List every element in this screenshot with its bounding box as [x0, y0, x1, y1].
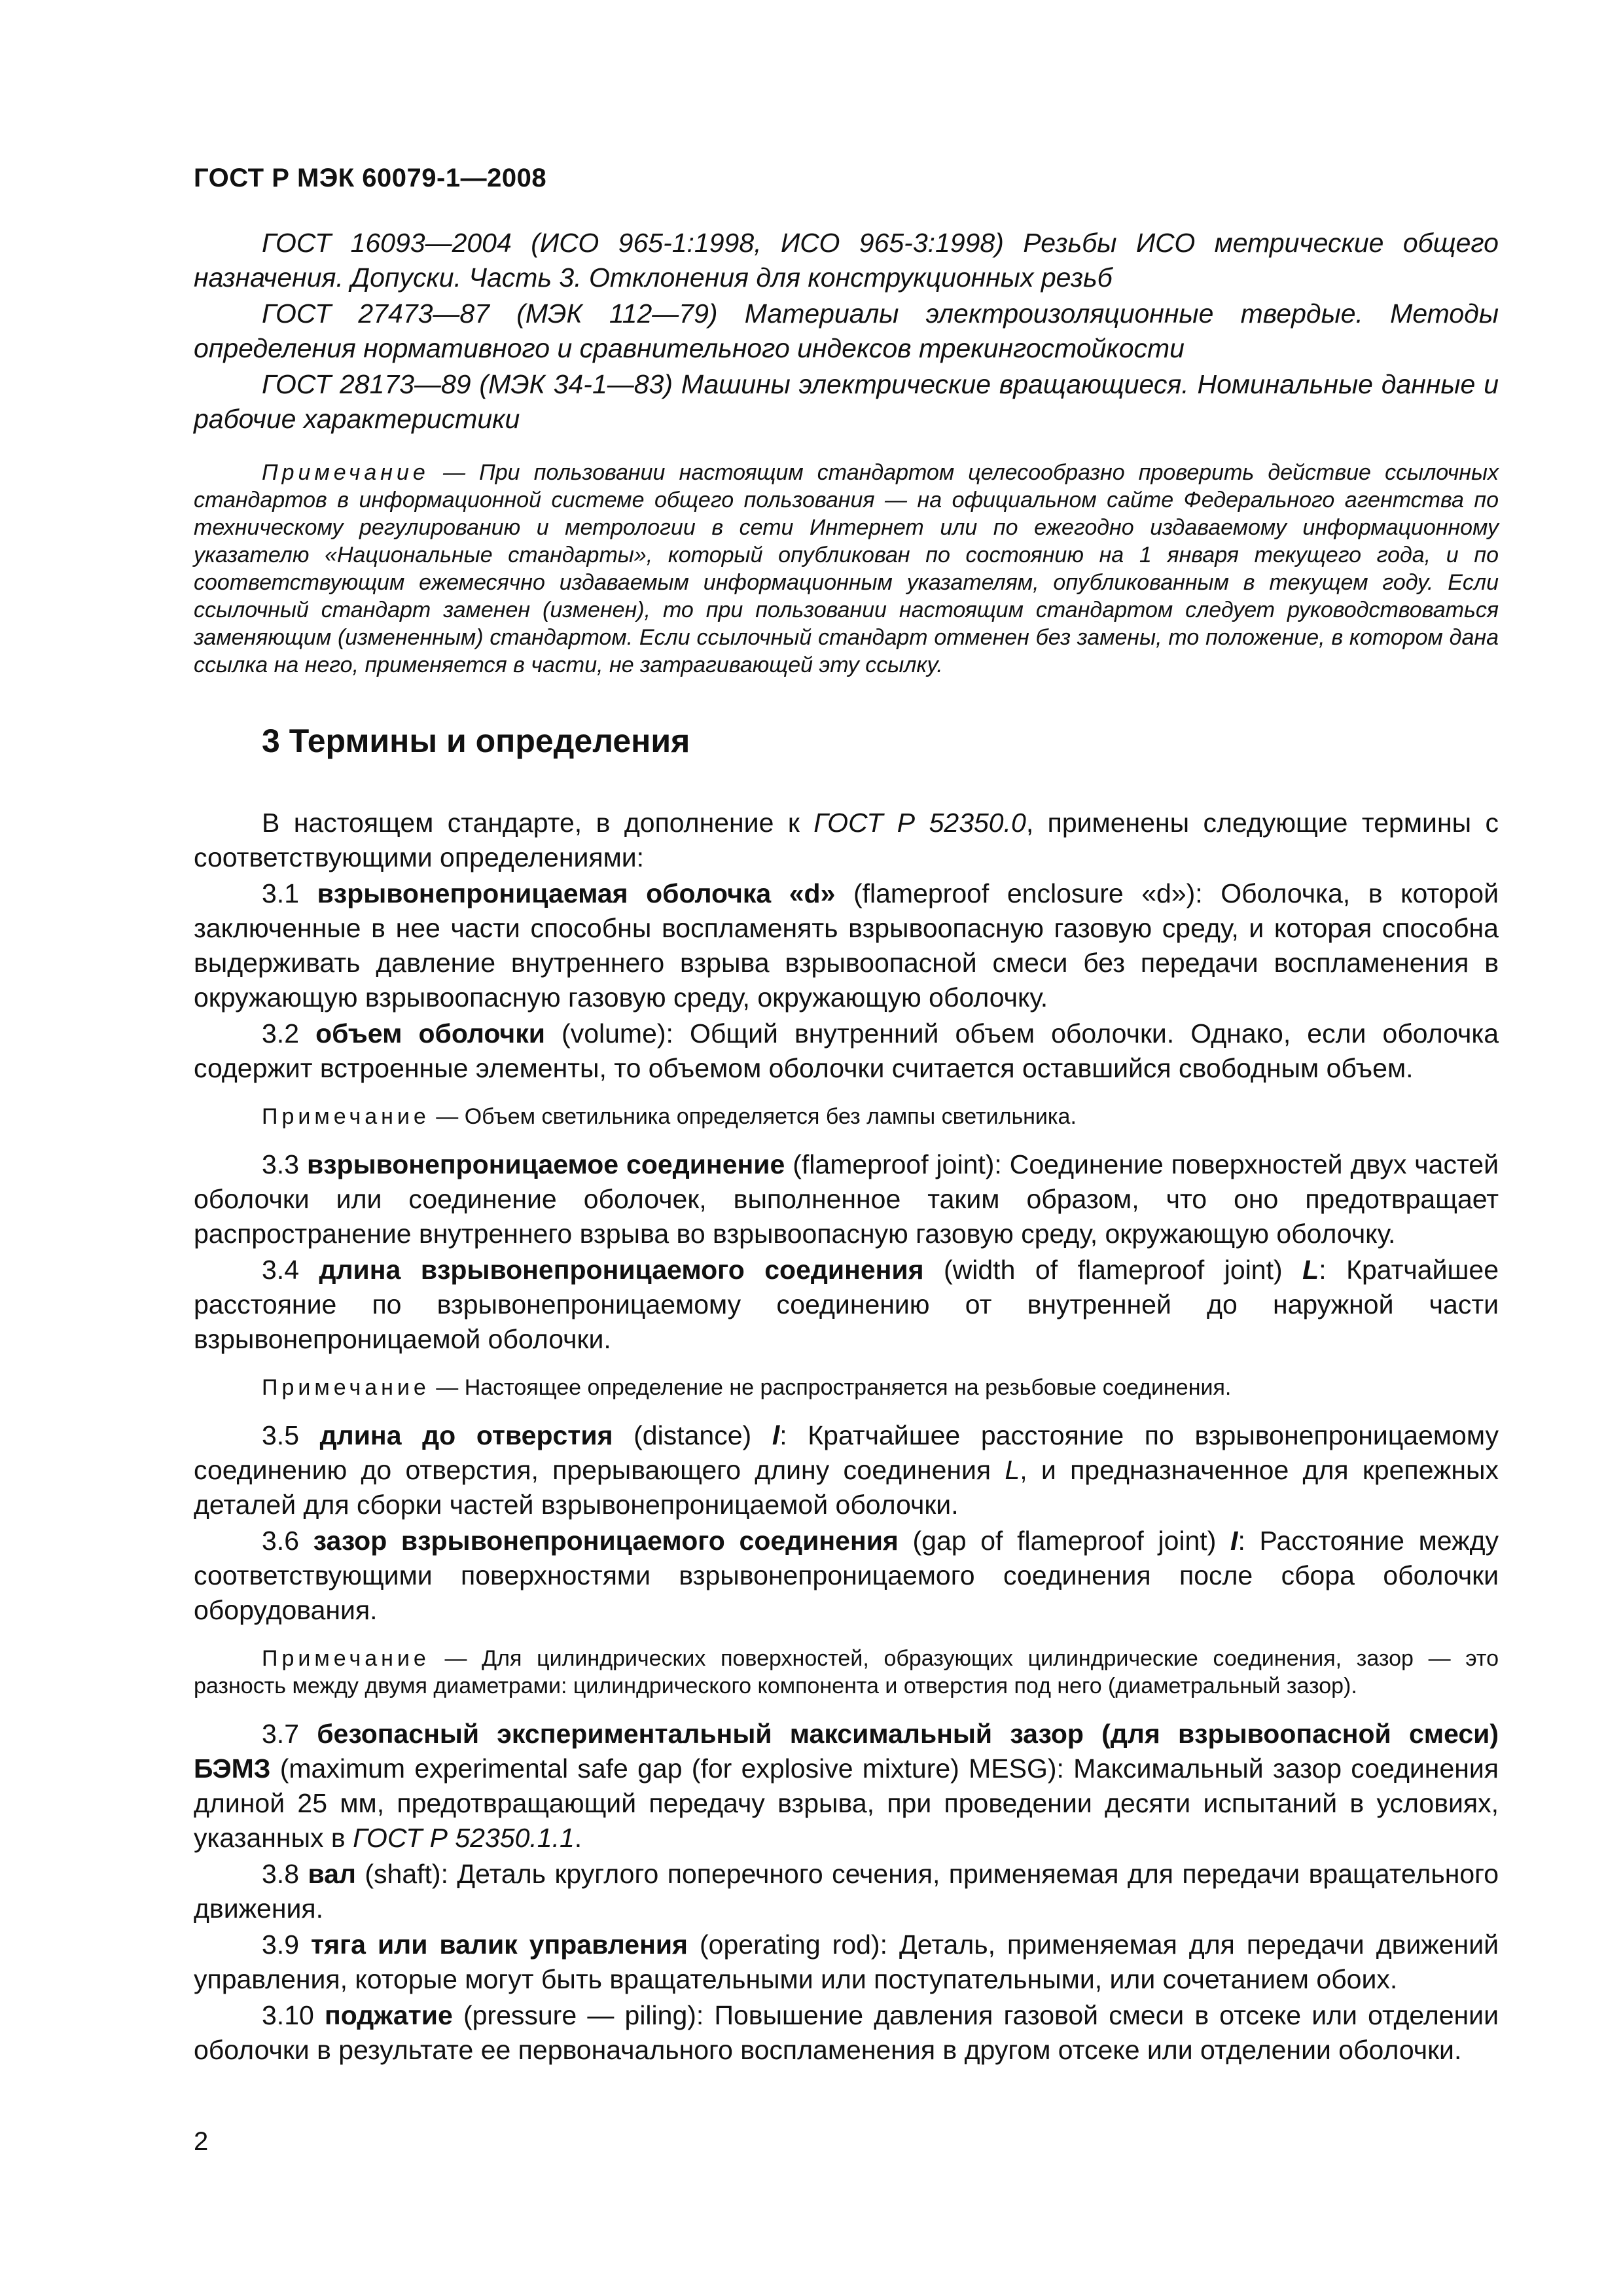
term-text: (flameproof enclosure «d»): Оболочка, в которой заключенные в нее части способны воспламенять взрывоопасную газовую среду, и которая способна выдерживать давление внутреннего взрыва взрывоопасной смеси без передачи воспламенения в окружающую взрывоопасную газовую среду, окружающую оболочку.: [194, 878, 1499, 1013]
section-intro: [194, 806, 1499, 875]
references-note: [194, 459, 1499, 679]
term-symbol: I: [1230, 1526, 1238, 1556]
term-definition: [194, 1418, 1499, 1522]
term-number: 3.1: [262, 878, 317, 908]
note-label: Примечание: [262, 1375, 430, 1400]
term-english: (gap of flameproof joint): [898, 1526, 1231, 1556]
note-label: Примечание: [262, 1646, 430, 1671]
term-text: , и предназначенное для крепежных деталей для сборки частей взрывонепроницаемой оболочки.: [194, 1455, 1499, 1520]
term-name: тяга или валик управления: [311, 1929, 688, 1960]
term-number: 3.5: [262, 1420, 320, 1450]
term-reference: ГОСТ Р 52350.1.1: [353, 1823, 575, 1853]
term-text: : Кратчайшее расстояние по взрывонепроницаемому соединению до отверстия, прерывающего длину соединения: [194, 1420, 1499, 1485]
term-name: взрывонепроницаемое соединение: [306, 1149, 785, 1179]
term-definition: [194, 1857, 1499, 1926]
term-definition: [194, 1524, 1499, 1628]
term-english: (width of flameproof joint): [923, 1255, 1303, 1285]
term-number: 3.3: [262, 1149, 307, 1179]
term-name: длина взрывонепроницаемого соединения: [319, 1255, 924, 1285]
term-definition: [194, 1928, 1499, 1997]
reference-entry: ГОСТ 28173—89 (МЭК 34-1—83) Машины электрические вращающиеся. Номинальные данные и рабочие характеристики: [194, 369, 1499, 434]
reference-entry: ГОСТ 16093—2004 (ИСО 965-1:1998, ИСО 965-3:1998) Резьбы ИСО метрические общего назначения. Допуски. Часть 3. Отклонения для конструкционных резьб: [194, 228, 1499, 293]
term-symbol: L: [1005, 1455, 1020, 1485]
intro-text: В настоящем стандарте, в дополнение к: [262, 808, 814, 838]
term-number: 3.2: [262, 1018, 316, 1049]
note-text: — Настоящее определение не распространяется на резьбовые соединения.: [429, 1375, 1232, 1400]
intro-reference: ГОСТ Р 52350.0: [813, 808, 1026, 838]
note-text: — Объем светильника определяется без лампы светильника.: [429, 1104, 1077, 1129]
term-name: длина до отверстия: [319, 1420, 613, 1450]
page-content: [194, 226, 1499, 2069]
section-title: 3 Термины и определения: [262, 723, 690, 759]
term-number: 3.7: [262, 1719, 317, 1749]
intro-text: , применены следующие термины с соответствующими определениями:: [194, 808, 1499, 872]
term-number: 3.6: [262, 1526, 313, 1556]
page-number: 2: [194, 2127, 209, 2156]
term-definition: [194, 1717, 1499, 1856]
term-text: (flameproof joint): Соединение поверхностей двух частей оболочки или соединение оболочек, выполненное таким образом, что оно предотвращает распространение внутреннего взрыва во взрывоопасную газовую среду, окружающую оболочку.: [194, 1149, 1499, 1249]
term-symbol: l: [772, 1420, 780, 1450]
term-number: 3.9: [262, 1929, 312, 1960]
term-definition: [194, 1253, 1499, 1357]
term-name: вал: [308, 1859, 356, 1889]
term-note: [194, 1103, 1499, 1130]
document-header: ГОСТ Р МЭК 60079-1—2008: [194, 164, 547, 192]
term-note: [194, 1645, 1499, 1700]
note-label: Примечание: [262, 1104, 430, 1129]
term-text: (operating rod): Деталь, применяемая для передачи движений управления, которые могут быть вращательными или поступательными, или сочетанием обоих.: [194, 1929, 1499, 1994]
note-label: Примечание: [262, 460, 429, 485]
term-name: зазор взрывонепроницаемого соединения: [313, 1526, 899, 1556]
term-definition: [194, 876, 1499, 1015]
note-text: — При пользовании настоящим стандартом целесообразно проверить действие ссылочных стандартов в информационной системе общего пользования — на официальном сайте Федерального агентства по техническому регулированию и метрологии в сети Интернет или по ежегодно издаваемому информационному указателю «Национальные стандарты», который опубликован по состоянию на 1 января текущего года, и по соответствующим ежемесячно издаваемым информационным указателям, опубликованным в текущем году. Если ссылочный стандарт заменен (изменен), то при пользовании настоящим стандартом следует руководствоваться заменяющим (измененным) стандартом. Если ссылочный стандарт отменен без замены, то положение, в котором дана ссылка на него, применяется в части, не затрагивающей эту ссылку.: [194, 460, 1499, 677]
term-number: 3.8: [262, 1859, 308, 1889]
term-definition: [194, 1016, 1499, 1086]
term-note: [194, 1374, 1499, 1401]
term-definition: [194, 1998, 1499, 2068]
term-name: безопасный экспериментальный максимальный зазор (для взрывоопасной смеси) БЭМЗ: [194, 1719, 1499, 1784]
term-symbol: L: [1302, 1255, 1319, 1285]
term-text: (volume): Общий внутренний объем оболочки. Однако, если оболочка содержит встроенные элементы, то объемом оболочки считается оставшийся свободным объем.: [194, 1018, 1499, 1083]
term-number: 3.10: [262, 2000, 325, 2030]
note-text: — Для цилиндрических поверхностей, образующих цилиндрические соединения, зазор — это разность между двумя диаметрами: цилиндрического компонента и отверстия под него (диаметральный зазор).: [194, 1646, 1499, 1698]
reference-entry: ГОСТ 27473—87 (МЭК 112—79) Материалы электроизоляционные твердые. Методы определения нормативного и сравнительного индексов трекингостойкости: [194, 298, 1499, 363]
term-name: поджатие: [325, 2000, 453, 2030]
term-text: (pressure — piling): Повышение давления газовой смеси в отсеке или отделении оболочки в результате ее первоначального воспламенения в другом отсеке или отделении оболочки.: [194, 2000, 1499, 2065]
term-text: .: [574, 1823, 582, 1853]
term-text: (maximum experimental safe gap (for explosive mixture) MESG): Максимальный зазор соединения длиной 25 мм, предотвращающий передачу взрыва, при проведении десяти испытаний в условиях, указанных в: [194, 1753, 1499, 1853]
term-name: объем оболочки: [315, 1018, 545, 1049]
term-definition: [194, 1147, 1499, 1251]
term-text: : Кратчайшее расстояние по взрывонепроницаемому соединению от внутренней до наружной части взрывонепроницаемой оболочки.: [194, 1255, 1499, 1354]
term-text: : Расстояние между соответствующими поверхностями взрывонепроницаемого соединения после сбора оболочки оборудования.: [194, 1526, 1499, 1625]
term-english: (distance): [613, 1420, 772, 1450]
term-number: 3.4: [262, 1255, 319, 1285]
term-text: (shaft): Деталь круглого поперечного сечения, применяемая для передачи вращательного движения.: [194, 1859, 1499, 1924]
term-name: взрывонепроницаемая оболочка «d»: [317, 878, 836, 908]
